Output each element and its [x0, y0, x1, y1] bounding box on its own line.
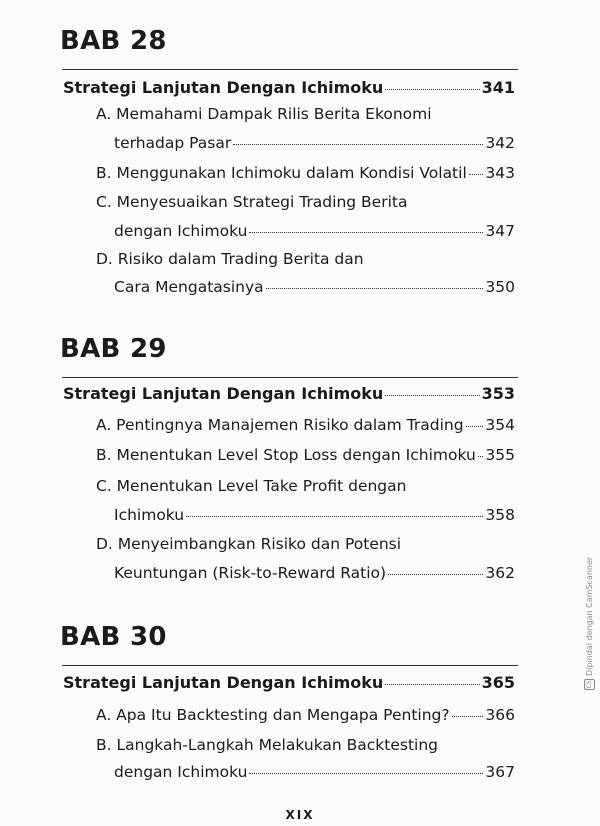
- camscanner-icon: CS: [586, 680, 593, 689]
- entry-title: Ichimoku: [114, 506, 185, 524]
- entry-title: A. Pentingnya Manajemen Risiko dalam Trading: [96, 416, 464, 434]
- entry-page: 343: [485, 164, 515, 182]
- toc-subentry-line: [96, 163, 515, 183]
- entry-title: B. Menentukan Level Stop Loss dengan Ichimoku: [96, 446, 476, 464]
- toc-subentry-line: [114, 221, 515, 241]
- entry-page: 342: [485, 134, 515, 152]
- entry-title: D. Risiko dalam Trading Berita dan: [96, 250, 364, 268]
- dot-leader: [266, 288, 484, 289]
- toc-subentry-line: [114, 563, 515, 583]
- dot-leader: [186, 516, 483, 517]
- entry-title: terhadap Pasar: [114, 134, 232, 152]
- entry-title: B. Menggunakan Ichimoku dalam Kondisi Volatil: [96, 164, 467, 182]
- entry-page: 347: [485, 222, 515, 240]
- toc-subentry-line: [96, 104, 432, 124]
- toc-subentry-line: [96, 705, 515, 725]
- dot-leader: [385, 395, 479, 396]
- entry-page: 366: [485, 706, 515, 724]
- toc-subentry-line: [96, 735, 438, 755]
- entry-title: dengan Ichimoku: [114, 763, 248, 781]
- toc-main-entry: [63, 384, 515, 404]
- entry-title: A. Memahami Dampak Rilis Berita Ekonomi: [96, 105, 432, 123]
- dot-leader: [385, 684, 479, 685]
- toc-main-entry: [63, 673, 515, 693]
- page-number: XIX: [285, 808, 315, 822]
- toc-subentry-line: [96, 415, 515, 435]
- entry-title: C. Menentukan Level Take Profit dengan: [96, 477, 407, 495]
- scanner-watermark: [584, 557, 595, 690]
- dot-leader: [478, 456, 484, 457]
- dot-leader: [469, 174, 484, 175]
- chapter-heading: BAB 28: [60, 26, 167, 56]
- entry-page: 353: [481, 384, 515, 403]
- entry-page: 350: [485, 278, 515, 296]
- toc-subentry-line: [96, 445, 515, 465]
- entry-title: D. Menyeimbangkan Risiko dan Potensi: [96, 535, 402, 553]
- toc-subentry-line: [114, 277, 515, 297]
- entry-page: 367: [485, 763, 515, 781]
- divider: [62, 377, 518, 378]
- watermark-text: Dipindai dengan CamScanner: [585, 556, 594, 676]
- entry-title: Cara Mengatasinya: [114, 278, 264, 296]
- entry-title: Strategi Lanjutan Dengan Ichimoku: [63, 673, 384, 692]
- entry-page: 355: [485, 446, 515, 464]
- entry-page: 354: [485, 416, 515, 434]
- dot-leader: [385, 89, 479, 90]
- entry-title: B. Langkah-Langkah Melakukan Backtesting: [96, 736, 439, 754]
- dot-leader: [452, 716, 484, 717]
- dot-leader: [249, 232, 483, 233]
- entry-title: A. Apa Itu Backtesting dan Mengapa Penting?: [96, 706, 450, 724]
- entry-title: Strategi Lanjutan Dengan Ichimoku: [63, 78, 384, 97]
- toc-subentry-line: [96, 476, 406, 496]
- divider: [62, 665, 518, 666]
- toc-subentry-line: [114, 505, 515, 525]
- toc-main-entry: [63, 78, 515, 98]
- chapter-heading: BAB 30: [60, 622, 167, 652]
- entry-title: Strategi Lanjutan Dengan Ichimoku: [63, 384, 384, 403]
- divider: [62, 69, 518, 70]
- dot-leader: [233, 144, 483, 145]
- entry-title: Keuntungan (Risk-to-Reward Ratio): [114, 564, 387, 582]
- dot-leader: [249, 773, 483, 774]
- toc-subentry-line: [96, 534, 401, 554]
- entry-page: 341: [481, 78, 515, 97]
- toc-subentry-line: [114, 133, 515, 153]
- entry-page: 365: [481, 673, 515, 692]
- entry-title: dengan Ichimoku: [114, 222, 248, 240]
- entry-page: 362: [485, 564, 515, 582]
- toc-subentry-line: [96, 249, 364, 269]
- chapter-heading: BAB 29: [60, 334, 167, 364]
- toc-subentry-line: [114, 762, 515, 782]
- dot-leader: [466, 426, 484, 427]
- toc-subentry-line: [96, 192, 407, 212]
- dot-leader: [388, 574, 483, 575]
- entry-page: 358: [485, 506, 515, 524]
- entry-title: C. Menyesuaikan Strategi Trading Berita: [96, 193, 408, 211]
